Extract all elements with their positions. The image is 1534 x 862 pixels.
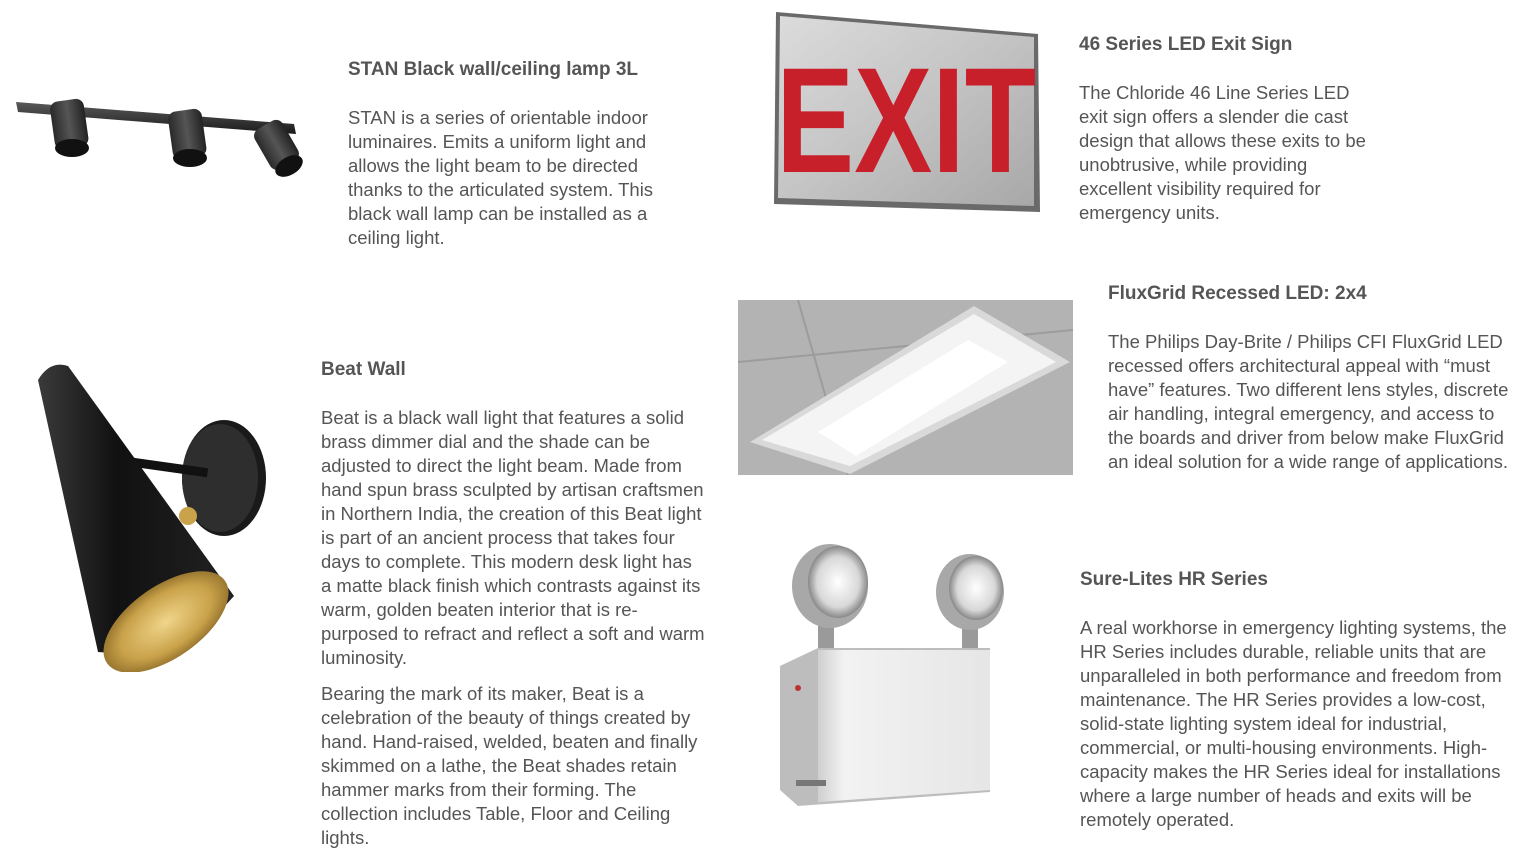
beat-title: Beat Wall [321,359,406,380]
exit-description-block [1079,33,1379,225]
exit-sign-image [772,12,1042,217]
exit-paragraph: The Chloride 46 Line Series LED exit sign offers a slender die cast design that allows these exits to be unobtrusive, while providing excellent visibility required for emergency units. [1079,82,1366,223]
beat-paragraph-2: Bearing the mark of its maker, Beat is a celebration of the beauty of things created by hand. Hand-raised, welded, beaten and finally skimmed on a lathe, the Beat shades retain hammer marks from their forming. The collection includes Table, Floor and Ceiling lights. [321,683,698,848]
exit-title: 46 Series LED Exit Sign [1079,34,1293,55]
stan-lamp-image [14,92,304,182]
exit-sign-text: EXIT [776,35,1037,205]
stan-title: STAN Black wall/ceiling lamp 3L [348,59,639,80]
beat-paragraph-1: Beat is a black wall light that features a solid brass dimmer dial and the shade can be adjusted to direct the light beam. Made from hand spun brass sculpted by artisan craftsmen in Northern India, the creation of this Beat light is part of an ancient process that takes four days to complete. This modern desk light has a matte black finish which contrasts against its warm, golden beaten interior that is re-purposed to refract and reflect a soft and warm luminosity. [321,407,705,668]
fluxgrid-paragraph: The Philips Day-Brite / Philips CFI FluxGrid LED recessed offers architectural appeal with “must have” features. Two different lens styles, discrete air handling, integral emergency, and access to the boards and driver from below make FluxGrid an ideal solution for a wide range of applications. [1108,331,1509,472]
stan-paragraph: STAN is a series of orientable indoor luminaires. Emits a uniform light and allows the light beam to be directed thanks to the articulated system. This black wall lamp can be installed as a ceiling light. [348,107,654,248]
fluxgrid-image [738,300,1073,475]
surelites-paragraph: A real workhorse in emergency lighting systems, the HR Series includes durable, reliable units that are unparalleled in both performance and freedom from maintenance. The HR Series provides a low-cost, solid-state lighting system ideal for industrial, commercial, or multi-housing environments. High-capacity makes the HR Series ideal for installations where a large number of heads and exits will be remotely operated. [1080,617,1507,830]
surelites-description-block [1080,568,1528,832]
beat-lamp-image [28,360,273,672]
fluxgrid-description-block [1108,282,1518,474]
surelites-title: Sure-Lites HR Series [1080,569,1268,590]
surelites-image [778,540,1043,810]
stan-description-block [348,58,693,250]
beat-description-block [321,358,706,850]
fluxgrid-title: FluxGrid Recessed LED: 2x4 [1108,283,1367,304]
